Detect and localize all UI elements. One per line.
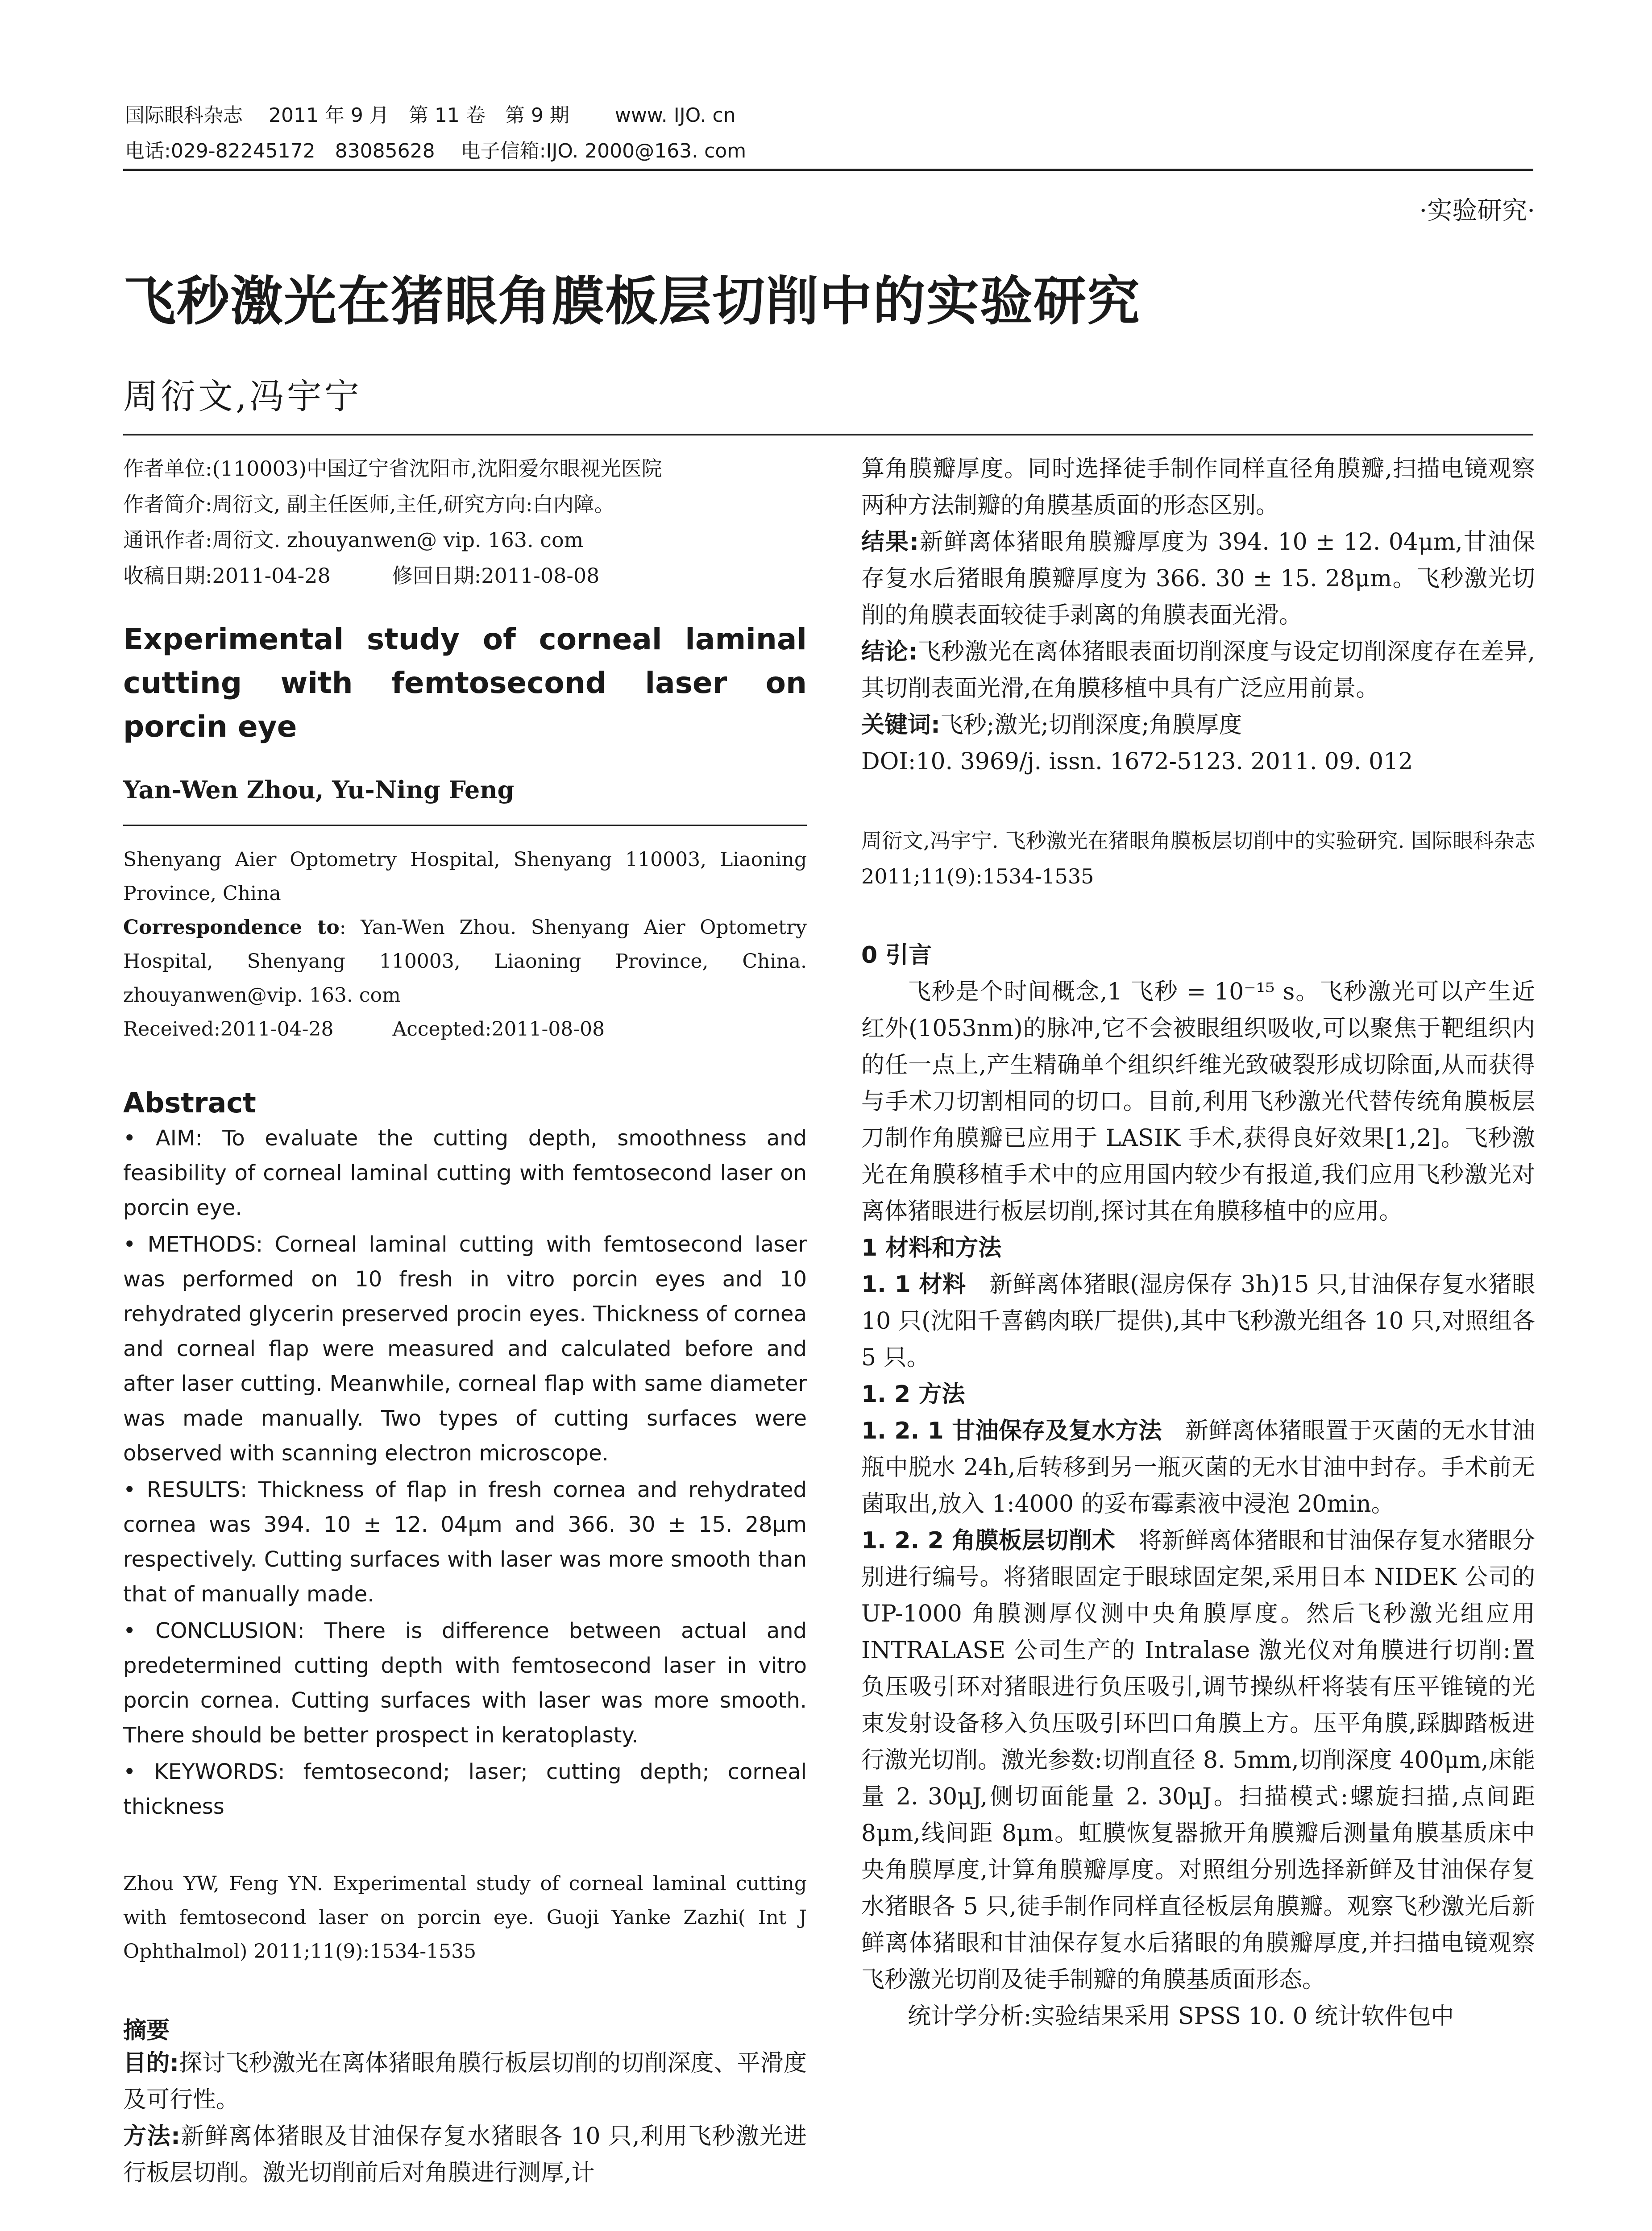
abstract-conclusion: • CONCLUSION: There is difference between actual and predetermined cutting depth with femtosecond laser in vitro porcin cornea. Cutting surfaces with laser was more smooth. There should be better prospect in keratoplasty. bbox=[123, 1618, 807, 1748]
cn-abstract-conclusion bbox=[861, 634, 1535, 707]
author-bio: 作者简介:周衍文, 副主任医师,主任,研究方向:白内障。 bbox=[123, 492, 615, 516]
abstract-methods: • METHODS: Corneal laminal cutting with femtosecond laser was performed on 10 fresh in vitro porcin eyes and 10 rehydrated glycerin preserved procin eyes. Thickness of cornea and corneal flap were measured and calculated before and after laser cutting. Meanwhile, corneal flap with same diameter was made manually. Two types of cutting surfaces were observed with scanning electron microscope. bbox=[123, 1232, 807, 1466]
english-authors-rule bbox=[123, 825, 807, 826]
left-column bbox=[123, 451, 807, 2191]
journal-header-line2: 电话:029-82245172 83085628 电子信箱:IJO. 2000@163. com bbox=[125, 140, 747, 162]
cn-abstract-methods bbox=[123, 2118, 807, 2191]
cn-aim-text: 探讨飞秒激光在离体猪眼角膜行板层切削的切削深度、平滑度及可行性。 bbox=[123, 2050, 807, 2113]
intro-heading: 0 引言 bbox=[861, 942, 932, 969]
header-rule bbox=[123, 169, 1533, 171]
method-121-label: 1. 2. 1 甘油保存及复水方法 bbox=[861, 1418, 1162, 1444]
materials-text: 新鲜离体猪眼(湿房保存 3h)15 只,甘油保存复水猪眼 10 只(沈阳千喜鹤肉联厂提供),其中飞秒激光组各 10 只,对照组各 5 只。 bbox=[861, 1271, 1535, 1371]
cn-abstract-results bbox=[861, 524, 1535, 634]
abstract-results: • RESULTS: Thickness of flap in fresh cornea and rehydrated cornea was 394. 10 ± 12. 04μm and 366. 30 ± 15. 28μm respectively. Cutting surfaces with laser was more smooth than that of manually made. bbox=[123, 1477, 807, 1607]
intro-paragraph: 飞秒是个时间概念,1 飞秒 = 10⁻¹⁵ s。飞秒激光可以产生近红外(1053nm)的脉冲,它不会被眼组织吸收,可以聚焦于靶组织内的任一点上,产生精确单个组织纤维光致破裂形成切除面,从而获得与手术刀切割相同的切口。目前,利用飞秒激光代替传统角膜板层刀制作角膜瓣已应用于 LASIK 手术,获得良好效果[1,2]。飞秒激光在角膜移植手术中的应用国内较少有报道,我们应用飞秒激光对离体猪眼进行板层切削,探讨其在角膜移植中的应用。 bbox=[861, 979, 1535, 1225]
cn-results-label: 结果: bbox=[861, 529, 919, 556]
methods-heading: 1 材料和方法 bbox=[861, 1235, 1002, 1261]
cn-conclusion-label: 结论: bbox=[861, 639, 917, 665]
cn-methods-label: 方法: bbox=[123, 2123, 180, 2150]
cn-keywords-text: 飞秒;激光;切削深度;角膜厚度 bbox=[940, 712, 1242, 738]
doi: DOI:10. 3969/j. issn. 1672-5123. 2011. 09. 012 bbox=[861, 748, 1413, 775]
materials-label: 1. 1 材料 bbox=[861, 1271, 966, 1298]
page-title: 飞秒激光在猪眼角膜板层切削中的实验研究 bbox=[123, 270, 1141, 332]
correspondence-cn: 通讯作者:周衍文. zhouyanwen@ vip. 163. com bbox=[123, 528, 584, 552]
english-title-line2: cutting with femtosecond laser on porcin eye bbox=[123, 666, 807, 744]
journal-header-line1: 国际眼科杂志 2011 年 9 月 第 11 卷 第 9 期 www. IJO. cn bbox=[125, 104, 736, 127]
cn-abstract-heading: 摘要 bbox=[123, 2017, 170, 2044]
method-122-text: 将新鲜离体猪眼和甘油保存复水猪眼分别进行编号。将猪眼固定于眼球固定架,采用日本 NIDEK 公司的 UP-1000 角膜测厚仪测中央角膜厚度。然后飞秒激光组应用 INTRALASE 公司生产的 Intralase 激光仪对角膜进行切削:置负压吸引环对猪眼进行负压吸引,调节操纵杆将装有压平锥镜的光束发射设备移入负压吸引环凹口角膜上方。压平角膜,踩脚踏板进行激光切削。激光参数:切削直径 8. 5mm,切削深度 400μm,床能量 2. 30μJ,侧切面能量 2. 30μJ。扫描模式:螺旋扫描,点间距 8μm,线间距 8μm。虹膜恢复器掀开角膜瓣后测量角膜基质床中央角膜厚度,计算角膜瓣厚度。对照组分别选择新鲜及甘油保存复水猪眼各 5 只,徒手制作同样直径板层角膜瓣。观察飞秒激光后新鲜离体猪眼和甘油保存复水后猪眼的角膜瓣厚度,并扫描电镜观察飞秒激光切削及徒手制瓣的角膜基质面形态。 bbox=[861, 1527, 1535, 1993]
author-unit: 作者单位:(110003)中国辽宁省沈阳市,沈阳爱尔眼视光医院 bbox=[123, 456, 662, 481]
method-121-paragraph bbox=[861, 1413, 1535, 1522]
authors-cn: 周衍文,冯宇宁 bbox=[123, 377, 362, 417]
authors-rule bbox=[123, 434, 1533, 435]
stats-paragraph: 统计学分析:实验结果采用 SPSS 10. 0 统计软件包中 bbox=[908, 2003, 1454, 2030]
cn-methods-text: 新鲜离体猪眼及甘油保存复水猪眼各 10 只,利用飞秒激光进行板层切削。激光切削前后对角膜进行测厚,计 bbox=[123, 2123, 807, 2186]
english-title-line1: Experimental study of corneal laminal bbox=[123, 622, 807, 656]
correspondence-text: : Yan-Wen Zhou. Shenyang Aier Optometry Hospital, Shenyang 110003, Liaoning Province, China. zhouyanwen@vip. 163. com bbox=[123, 916, 807, 1007]
english-citation: Zhou YW, Feng YN. Experimental study of corneal laminal cutting with femtosecond laser on porcin eye. Guoji Yanke Zazhi( Int J Ophthalmol) 2011;11(9):1534-1535 bbox=[123, 1872, 807, 1963]
abstract-aim: • AIM: To evaluate the cutting depth, smoothness and feasibility of corneal laminal cutting with femtosecond laser on porcin eye. bbox=[123, 1126, 807, 1220]
correspondence-label: Correspondence to bbox=[123, 916, 340, 939]
cn-keywords-label: 关键词: bbox=[861, 712, 940, 738]
cn-citation: 周衍文,冯宇宁. 飞秒激光在猪眼角膜板层切削中的实验研究. 国际眼科杂志 2011;11(9):1534-1535 bbox=[861, 829, 1535, 888]
materials-paragraph bbox=[861, 1266, 1535, 1376]
section-tag: ·实验研究· bbox=[1419, 196, 1535, 225]
cn-methods-continued: 算角膜瓣厚度。同时选择徒手制作同样直径角膜瓣,扫描电镜观察两种方法制瓣的角膜基质面的形态区别。 bbox=[861, 456, 1535, 519]
method-subheading: 1. 2 方法 bbox=[861, 1381, 965, 1408]
method-121-text: 新鲜离体猪眼置于灭菌的无水甘油瓶中脱水 24h,后转移到另一瓶灭菌的无水甘油中封存。手术前无菌取出,放入 1:4000 的妥布霉素液中浸泡 20min。 bbox=[861, 1418, 1535, 1518]
cn-aim-label: 目的: bbox=[123, 2050, 179, 2077]
english-affiliation: Shenyang Aier Optometry Hospital, Shenyang 110003, Liaoning Province, China bbox=[123, 848, 807, 905]
abstract-heading: Abstract bbox=[123, 1086, 256, 1119]
cn-abstract-keywords bbox=[861, 707, 1535, 743]
method-122-paragraph bbox=[861, 1522, 1535, 1998]
method-122-label: 1. 2. 2 角膜板层切削术 bbox=[861, 1527, 1116, 1554]
english-dates: Received:2011-04-28 Accepted:2011-08-08 bbox=[123, 1018, 605, 1041]
cn-results-text: 新鲜离体猪眼角膜瓣厚度为 394. 10 ± 12. 04μm,甘油保存复水后猪眼角膜瓣厚度为 366. 30 ± 15. 28μm。飞秒激光切削的角膜表面较徒手剥离的角膜表面光滑。 bbox=[861, 529, 1535, 629]
abstract-keywords: • KEYWORDS: femtosecond; laser; cutting depth; corneal thickness bbox=[123, 1759, 807, 1819]
right-column bbox=[861, 451, 1535, 2035]
cn-abstract-aim bbox=[123, 2045, 807, 2118]
english-correspondence bbox=[123, 911, 807, 1012]
cn-conclusion-text: 飞秒激光在离体猪眼表面切削深度与设定切削深度存在差异,其切削表面光滑,在角膜移植中具有广泛应用前景。 bbox=[861, 639, 1536, 702]
english-authors: Yan-Wen Zhou, Yu-Ning Feng bbox=[123, 775, 515, 804]
dates-cn: 收稿日期:2011-04-28 修回日期:2011-08-08 bbox=[123, 564, 600, 588]
